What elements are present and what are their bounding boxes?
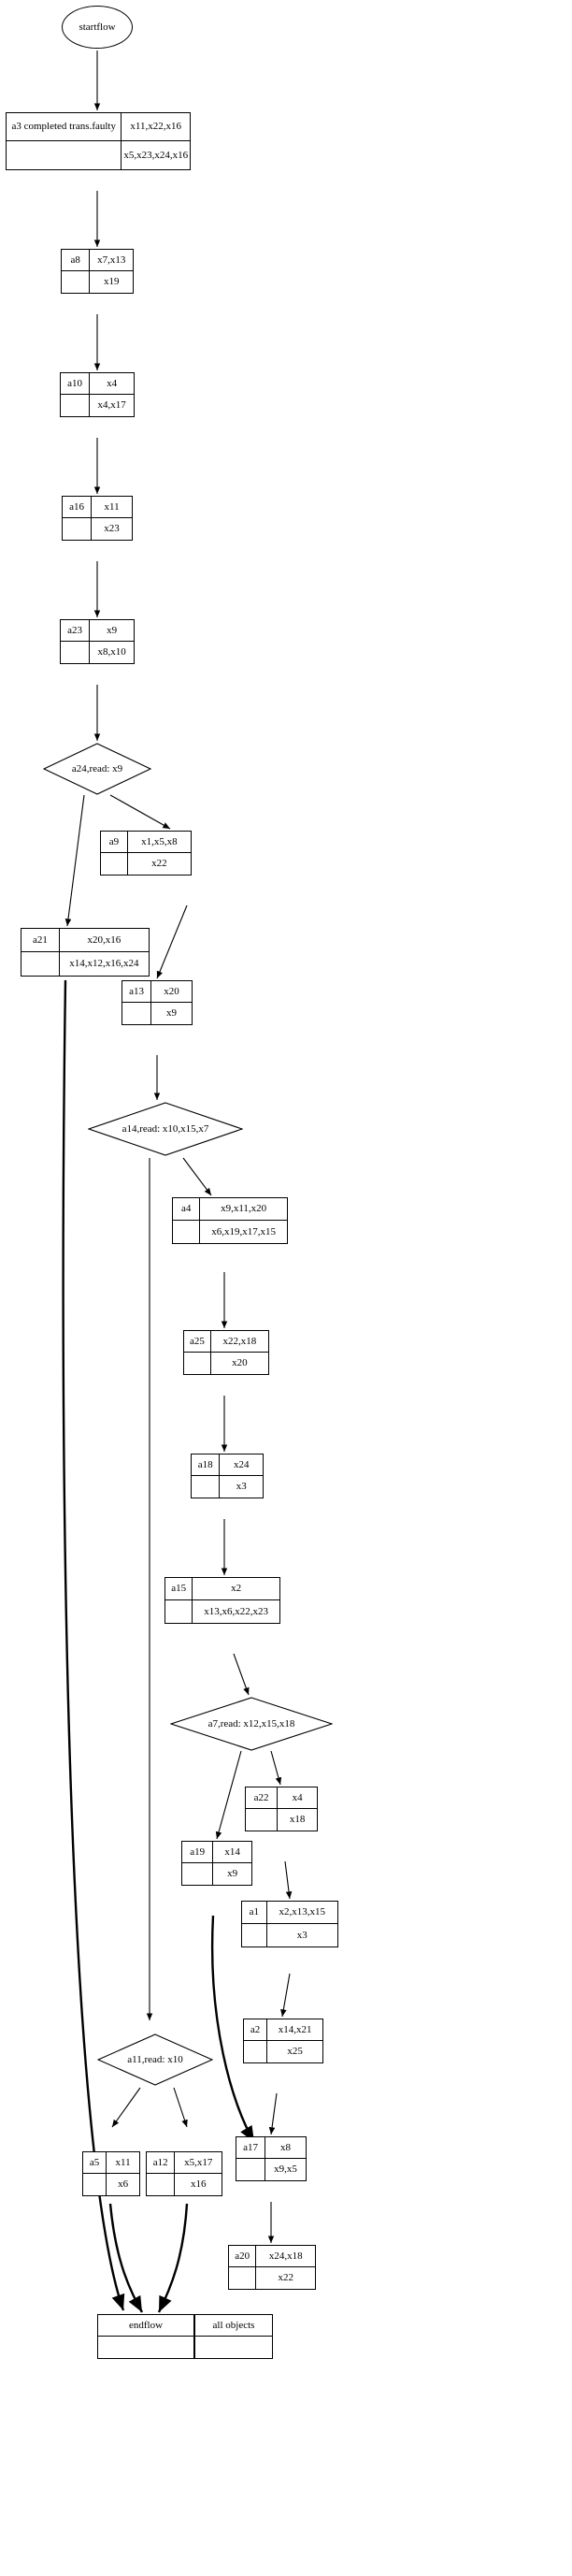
- node-a13-bottom-left: [122, 1003, 151, 1024]
- node-a4[interactable]: [172, 1197, 288, 1244]
- node-a4-bottom-left: [173, 1221, 200, 1243]
- node-a8[interactable]: [61, 249, 134, 294]
- node-a5-bottom-left: [83, 2174, 107, 2195]
- node-a18-bottom-left: [192, 1476, 220, 1498]
- node-a4-bottom-right: x6,x19,x17,x15: [211, 1225, 276, 1237]
- node-a10-bottom-right: x4,x17: [97, 399, 126, 412]
- node-startflow-label: startflow: [79, 22, 116, 33]
- node-a25-bottom-left: [184, 1353, 211, 1374]
- node-a7-label: a7,read: x12,x15,x18: [207, 1718, 295, 1729]
- node-a1-name: a1: [242, 1902, 267, 1923]
- node-a19-top-right: x14: [224, 1845, 240, 1858]
- node-a2-top-right: x14,x21: [278, 2023, 312, 2035]
- node-a4-name: a4: [173, 1198, 200, 1220]
- node-a19[interactable]: [181, 1841, 252, 1886]
- node-a21-bottom-left: [21, 952, 60, 976]
- node-endflow-label: endflow: [128, 2319, 164, 2331]
- node-a17-top-right: x8: [280, 2141, 292, 2153]
- node-a20[interactable]: [228, 2245, 316, 2290]
- node-a23-name: a23: [61, 620, 90, 641]
- node-a23-bottom-right: x8,x10: [97, 646, 126, 658]
- node-a2-name: a2: [244, 2019, 267, 2040]
- node-a17-name: a17: [236, 2137, 265, 2158]
- node-a25-name: a25: [184, 1331, 211, 1352]
- node-a10[interactable]: [60, 372, 135, 417]
- node-a18[interactable]: [191, 1454, 264, 1498]
- node-a10-bottom-left: [61, 395, 90, 416]
- node-a2[interactable]: [243, 2019, 323, 2063]
- node-a16-top-right: x11: [104, 500, 120, 513]
- node-a16-name: a16: [63, 497, 92, 517]
- node-a9-bottom-right: x22: [151, 858, 167, 870]
- node-a8-top-right: x7,x13: [97, 253, 126, 266]
- node-a15-bottom-left: [165, 1600, 193, 1623]
- node-a17-bottom-left: [236, 2159, 265, 2180]
- node-a1-bottom-left: [242, 1924, 267, 1946]
- node-a22-name: a22: [246, 1787, 278, 1808]
- node-a1-top-right: x2,x13,x15: [279, 1906, 325, 1918]
- node-a13-top-right: x20: [164, 985, 179, 997]
- node-a14-label: a14,read: x10,x15,x7: [122, 1123, 209, 1135]
- node-a5-name: a5: [83, 2152, 107, 2173]
- node-a22-bottom-right: x18: [289, 1814, 306, 1826]
- node-a17[interactable]: [236, 2136, 307, 2181]
- node-a12-bottom-right: x16: [190, 2178, 207, 2191]
- node-a12[interactable]: [146, 2151, 222, 2196]
- node-a21[interactable]: [21, 928, 150, 977]
- node-a21-name: a21: [21, 929, 60, 951]
- node-a18-top-right: x24: [233, 1458, 250, 1470]
- node-a22-bottom-left: [246, 1809, 278, 1831]
- node-a8-bottom-right: x19: [103, 276, 120, 288]
- node-a25-top-right: x22,x18: [222, 1335, 257, 1347]
- node-a9-name: a9: [101, 832, 128, 852]
- node-a3-bottom-left: [7, 141, 122, 169]
- node-a2-bottom-right: x25: [287, 2046, 303, 2058]
- node-a22[interactable]: [245, 1787, 318, 1831]
- node-a18-bottom-right: x3: [236, 1481, 247, 1493]
- node-a11-shape[interactable]: [97, 2033, 213, 2086]
- node-all-objects-bottom: [195, 2337, 272, 2358]
- node-a16[interactable]: [62, 496, 133, 541]
- node-a4-top-right: x9,x11,x20: [221, 1203, 267, 1215]
- node-a9-bottom-left: [101, 853, 128, 875]
- node-a25-bottom-right: x20: [232, 1357, 248, 1369]
- node-a24-shape[interactable]: [43, 743, 151, 795]
- node-a11-label: a11,read: x10: [127, 2054, 183, 2065]
- node-a5[interactable]: [82, 2151, 140, 2196]
- node-a20-bottom-left: [229, 2267, 256, 2289]
- node-a20-bottom-right: x22: [278, 2272, 293, 2284]
- node-a7-shape[interactable]: [170, 1697, 333, 1751]
- node-a10-name: a10: [61, 373, 90, 394]
- node-a15-name: a15: [165, 1578, 193, 1599]
- node-a13-bottom-right: x9: [166, 1007, 178, 1020]
- node-a3-name: a3 completed trans.faulty: [7, 113, 122, 140]
- node-a10-top-right: x4: [107, 377, 118, 389]
- node-a5-top-right: x11: [115, 2156, 131, 2168]
- node-a9[interactable]: [100, 831, 192, 876]
- node-a19-bottom-right: x9: [227, 1868, 238, 1880]
- node-all-objects-label: all objects: [212, 2319, 255, 2331]
- node-a5-bottom-right: x6: [118, 2178, 129, 2191]
- node-a23-bottom-left: [61, 642, 90, 663]
- node-a20-name: a20: [229, 2246, 256, 2266]
- node-a15[interactable]: [164, 1577, 280, 1624]
- node-a21-top-right: x20,x16: [87, 933, 122, 946]
- node-a17-bottom-right: x9,x5: [274, 2164, 297, 2176]
- node-a15-bottom-right: x13,x6,x22,x23: [204, 1605, 268, 1617]
- node-a3-top-right: x11,x22,x16: [130, 121, 182, 133]
- node-a16-bottom-left: [63, 518, 92, 540]
- node-a13[interactable]: [122, 980, 193, 1025]
- node-a2-bottom-left: [244, 2041, 267, 2062]
- node-a24-label: a24,read: x9: [71, 763, 123, 774]
- node-a1-bottom-right: x3: [296, 1929, 307, 1941]
- node-a12-bottom-left: [147, 2174, 175, 2195]
- node-a25[interactable]: [183, 1330, 269, 1375]
- node-startflow[interactable]: [62, 6, 133, 49]
- node-endflow-bottom: [98, 2337, 193, 2358]
- node-a23[interactable]: [60, 619, 135, 664]
- node-all-objects[interactable]: [194, 2314, 273, 2359]
- node-a12-name: a12: [147, 2152, 175, 2173]
- node-a3-bottom-right: x5,x23,x24,x16: [123, 149, 189, 161]
- node-a8-name: a8: [62, 250, 90, 270]
- node-a23-top-right: x9: [107, 624, 118, 636]
- node-a8-bottom-left: [62, 271, 90, 293]
- node-a19-name: a19: [182, 1842, 213, 1862]
- node-a14-shape[interactable]: [88, 1102, 243, 1156]
- node-a9-top-right: x1,x5,x8: [141, 835, 178, 847]
- node-a18-name: a18: [192, 1454, 220, 1475]
- node-a13-name: a13: [122, 981, 151, 1002]
- node-a22-top-right: x4: [292, 1791, 303, 1803]
- node-a16-bottom-right: x23: [104, 523, 120, 535]
- node-a12-top-right: x5,x17: [184, 2156, 213, 2168]
- node-a20-top-right: x24,x18: [268, 2250, 303, 2262]
- node-a3[interactable]: [6, 112, 191, 170]
- node-a1[interactable]: [241, 1901, 338, 1947]
- node-a21-bottom-right: x14,x12,x16,x24: [69, 958, 139, 970]
- node-a15-top-right: x2: [231, 1583, 242, 1595]
- node-endflow[interactable]: [97, 2314, 194, 2359]
- node-a19-bottom-left: [182, 1863, 213, 1885]
